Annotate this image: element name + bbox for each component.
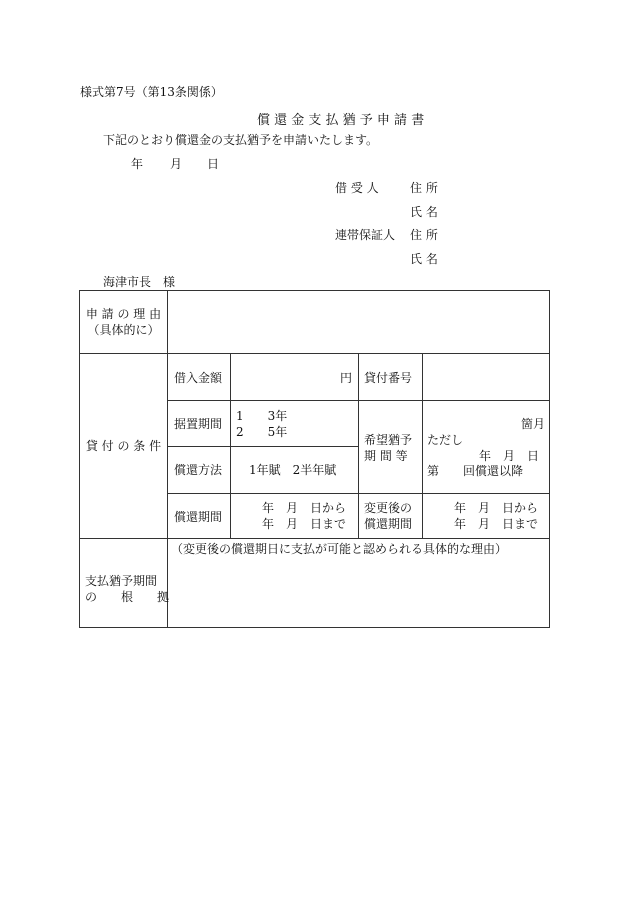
repayment-method-options[interactable]: 1年賦 2半年賦 bbox=[249, 463, 337, 477]
repayment-method-label: 償還方法 bbox=[174, 463, 223, 477]
conditions-label: 貸 付 の 条 件 bbox=[85, 439, 162, 453]
yen-unit: 円 bbox=[340, 371, 353, 385]
deferral-option-1[interactable]: 1 3年 bbox=[236, 409, 288, 423]
date-year: 年 bbox=[131, 157, 144, 171]
repayment-period-label: 償還期間 bbox=[174, 510, 223, 524]
guarantor-name-label: 氏 名 bbox=[410, 252, 438, 266]
changed-period-label: 変更後の bbox=[364, 501, 413, 515]
reason-input-area[interactable] bbox=[168, 291, 549, 353]
deferral-period-label: 据置期間 bbox=[174, 417, 223, 431]
form-reference: 様式第7号（第13条関係） bbox=[80, 85, 223, 99]
basis-note: （変更後の償還期日に支払が可能と認められる具体的な理由） bbox=[171, 542, 508, 556]
date-month: 月 bbox=[170, 157, 183, 171]
borrower-label: 借 受 人 bbox=[335, 181, 379, 195]
date-day: 日 bbox=[207, 157, 220, 171]
borrower-address-label: 住 所 bbox=[410, 181, 438, 195]
repayment-period-to: 年 月 日まで bbox=[262, 517, 347, 531]
basis-input-area[interactable] bbox=[168, 557, 549, 627]
loan-amount-field[interactable] bbox=[231, 354, 358, 400]
basis-sublabel: の 根 拠 bbox=[85, 590, 170, 604]
requested-deferral-label: 希望猶予 bbox=[364, 433, 413, 447]
reason-sublabel: （具体的に） bbox=[87, 323, 160, 337]
intro-text: 下記のとおり償還金の支払猶予を申請いたします。 bbox=[103, 133, 379, 147]
reason-label: 申 請 の 理 由 bbox=[85, 307, 162, 321]
loan-number-label: 貸付番号 bbox=[364, 371, 413, 385]
deferral-option-2[interactable]: 2 5年 bbox=[236, 425, 288, 439]
changed-period-from: 年 月 日から bbox=[454, 501, 539, 515]
loan-amount-label: 借入金額 bbox=[174, 371, 223, 385]
requested-date: 年 月 日 bbox=[479, 449, 540, 463]
requested-deferral-sublabel: 期 間 等 bbox=[364, 449, 408, 463]
loan-number-field[interactable] bbox=[423, 354, 549, 400]
repayment-period-from: 年 月 日から bbox=[262, 501, 347, 515]
proviso-text: ただし bbox=[427, 433, 464, 447]
changed-period-sublabel: 償還期間 bbox=[364, 517, 413, 531]
months-unit: 箇月 bbox=[521, 417, 546, 431]
guarantor-address-label: 住 所 bbox=[410, 228, 438, 242]
basis-label: 支払猶予期間 bbox=[85, 574, 158, 588]
from-installment-text: 第 回償還以降 bbox=[427, 464, 524, 478]
document-title: 償 還 金 支 払 猶 予 申 請 書 bbox=[257, 113, 425, 128]
guarantor-label: 連帯保証人 bbox=[335, 228, 396, 242]
addressee: 海津市長 様 bbox=[103, 275, 176, 289]
borrower-name-label: 氏 名 bbox=[410, 205, 438, 219]
changed-period-to: 年 月 日まで bbox=[454, 517, 539, 531]
